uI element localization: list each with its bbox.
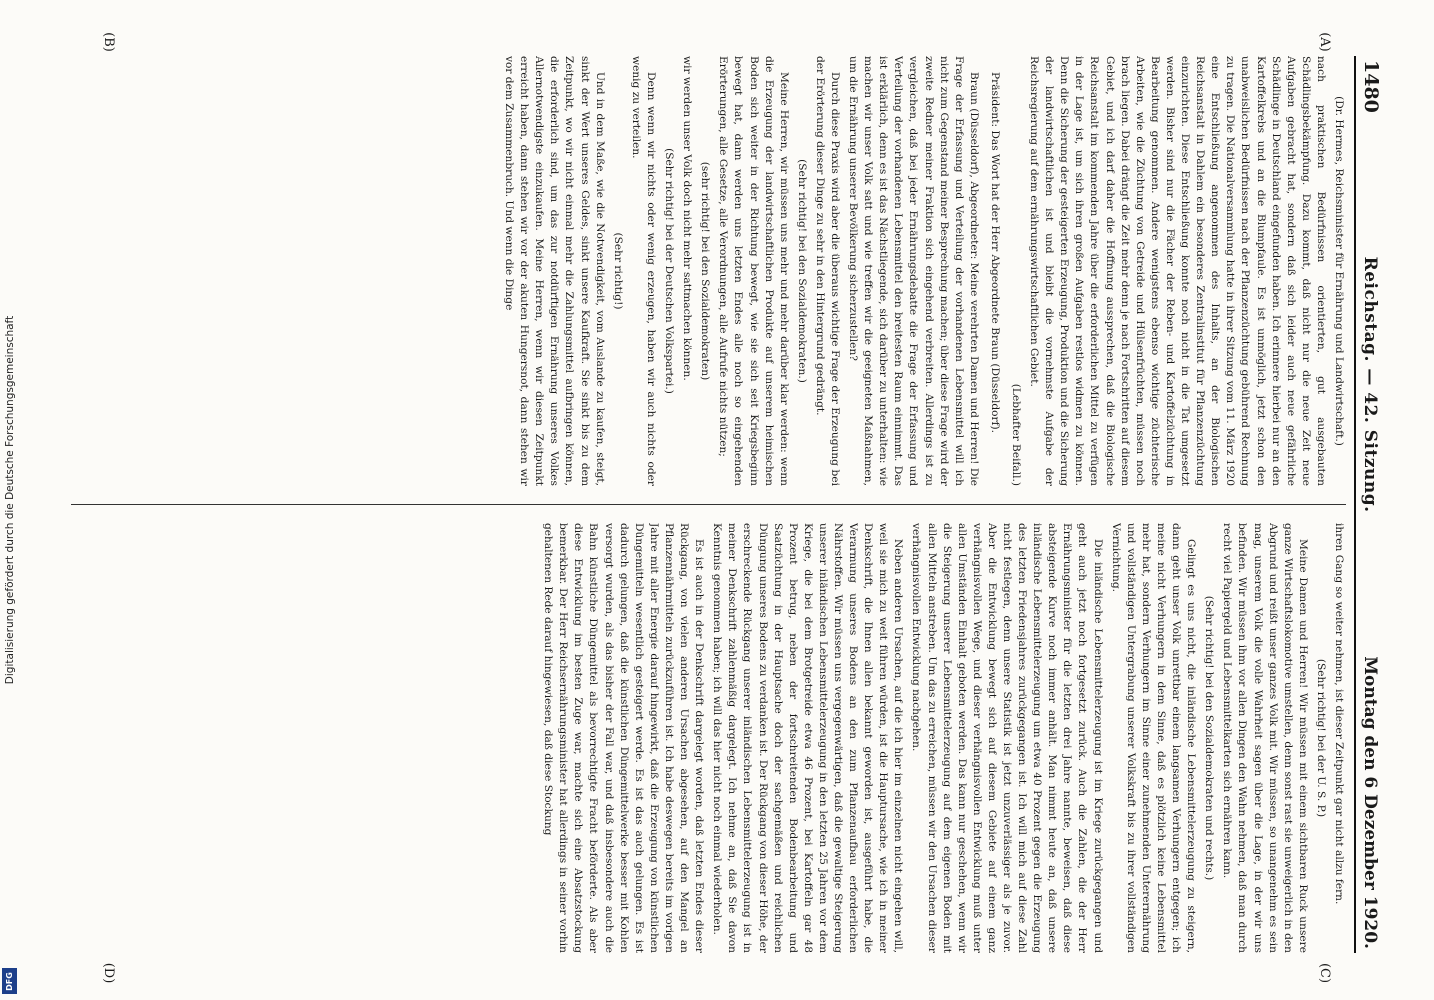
interjection: (sehr richtig! bei den Sozialdemokraten): [699, 161, 712, 381]
interjection: (Sehr richtig! bei der Deutschen Volkspartei.): [663, 148, 676, 394]
interjection: (Sehr richtig! bei den Sozialdemokraten.): [795, 159, 808, 383]
digitization-credit-strip: [0, 0, 20, 1000]
left-column: [71, 56, 1346, 486]
paragraph: Die inländische Lebensmittelerzeugung ist im Kriege zurückgegangen und geht auch jetzt noch fortgesetzt zurück. Auch die Zahlen, die der Herr Ernährungsminister für die letzten drei Jahre nannte, beweisen, daß diese absteigende Kurve noch immer anhält. Man nimmt heute an, daß unsere inländische Lebensmittelerzeugung um etwa 40 Prozent gegen die Erzeugung des letzten Friedensjahres zurückgegangen ist. Ich will mich auf diese Zahl nicht festlegen, denn unsere Statistik ist jetzt unzuverlässiger als je zuvor. Aber die Entwicklung bewegt sich auf diesem Gebiete auf einem ganz verhängnisvollen Wege, und dieser verhängnisvollen Entwicklung muß unter allen Umständen Einhalt geboten werden. Das kann nur geschehen, wenn wir die Steigerung unserer Lebensmittelerzeugung auf dem eigenen Boden mit allen Mitteln anstreben. Um das zu erreichen, müssen wir den Ursachen dieser verhängnisvollen Entwicklung nachgehen.: [910, 523, 1104, 953]
scanned-page: [62, 32, 1392, 984]
paragraph: Meine Herren, wir müssen uns mehr und mehr darüber klar werden: wenn die Erzeugung der landwirtschaftlichen Produkte auf unserem heimischen Boden sich weiter in der Richtung bewegt, wie sie sich seit Kriegsbeginn bewegt hat, dann werden uns letzten Endes alle noch so eingehenden Erörterungen, alle Gesetze, alle Verordnungen, alle Aufrufe nichts nützen;: [717, 56, 790, 486]
paragraph: Es ist auch in der Denkschrift dargelegt worden, daß letzten Endes dieser Rückgang, von vielen anderen Ursachen abgesehen, auf den Mangel an Pflanzennährmitteln zurückzuführen ist. Ich habe deswegen bereits im vorigen Jahre mit aller Energie darauf hingewirkt, daß die Erzeugung von künstlichen Düngemitteln wesentlich gesteigert werde. Es ist das auch gelungen. Es ist dadurch gelungen, daß die künstlichen Düngemittelwerke besser mit Kohlen versorgt wurden, als das bisher der Fall war, und daß insbesondere auch die Bahn künstliche Düngemittel als bevorrechtigte Fracht beförderte. Als aber diese Entwicklung im besten Zuge war, machte sich eine Absatzstockung bemerkbar. Der Herr Reichsernährungsminister hat allerdings in seiner vorhin gehaltenen Rede darauf hingewiesen, daß diese Stockung: [542, 523, 706, 953]
paragraph: nach praktischen Bedürfnissen orientierten, gut ausgebauten Schädlingsbekämpfung. Dazu kommt, daß nicht nur die neue Zeit neue Aufgaben gebracht hat, sondern daß sich leider auch neue gefährliche Schädlinge in Deutschland eingefunden haben. Ich erinnere hierbei nur an den Kartoffelkrebs und an die Blumpfaule. Es ist unmöglich, jetzt schon den unabweislichen Bedürfnissen nach der Pflanzenzüchtung gebührend Rechnung zu tragen. Die Nationalversammlung hatte in ihrer Sitzung vom 11. März 1920 eine Entschließung angenommen des Inhalts, an der Biologischen Reichsanstalt in Dahlem ein besonderes Zentralinstitut für Pflanzenzüchtung einzurichten. Diese Entschließung konnte noch nicht in die Tat umgesetzt werden. Bisher sind nur die Fächer der Reben- und Kartoffelzüchtung in Bearbeitung genommen. Andere wenigstens ebenso wichtige züchterische Arbeiten, wie die Züchtung von Getreide und Hülsenfrüchten, müssen noch brach liegen. Dabei drängt die Zeit mehr denn je nach Fortschritten auf diesem Gebiet, und ich darf daher die Hoffnung aussprechen, daß die Biologische Reichsanstalt im kommenden Jahre über die erforderlichen Mittel zu verfügen in der Lage ist, um sich ihren großen Aufgaben restlos widmen zu können. Denn die Sicherung der gesteigerten Erzeugung, Produktion und die Sicherung der landwirtschaftlichen ist und bleibt die vornehmste Aufgabe der Reichsregierung auf dem ernährungswirtschaftlichen Gebiet.: [1028, 56, 1327, 486]
interjection: (Sehr richtig! bei den Sozialdemokraten und rechts.): [1203, 595, 1216, 881]
paragraph: Durch diese Praxis wird aber die überaus wichtige Frage der Erzeugung bei der Erörterung dieser Dinge zu sehr in den Hintergrund gedrängt.: [813, 56, 841, 486]
right-column: [71, 523, 1346, 953]
dfg-logo-text: DFG: [5, 971, 15, 991]
paragraph: Gelingt es uns nicht, die inländische Lebensmittelerzeugung zu steigern, dann geht unser Volk unrettbar einem langsamen Verhungern entgegen; ich meine nicht Verhungern in dem Sinne, daß es plötzlich keine Lebensmittel mehr hat, sondern Verhungern im Sinne einer zunehmenden Unterernährung und vollständigen Untergrabung unserer Volkskraft bis zu ihrer vollständigen Vernichtung.: [1109, 523, 1198, 953]
page-number: 1480: [1360, 60, 1382, 113]
page-header-title: Reichstag. — 42. Sitzung.: [1360, 256, 1380, 513]
interjection: (Lebhafter Beifall.): [1010, 383, 1023, 486]
page-header-date: Montag den 6 Dezember 1920.: [1360, 656, 1380, 949]
paragraph: Denn wenn wir nichts oder wenig erzeugen, haben wir auch nichts oder wenig zu verteilen.: [629, 56, 657, 486]
dfg-logo: [2, 968, 17, 994]
column-divider: [71, 504, 1346, 505]
paragraph: Neben anderen Ursachen, auf die ich hier im einzelnen nicht eingehen will, weil sie mich zu weit führen würden, ist die Hauptursache, wie ich in meiner Denkschrift, die Ihnen allen bekannt geworden ist, ausgeführt habe, die Verarmung unseres Bodens an den zum Pflanzenaufbau erforderlichen Nährstoffen. Wir müssen uns vergegenwärtigen, daß die gewaltige Steigerung unserer inländischen Lebensmittelerzeugung in den letzten 25 Jahren vor dem Kriege, die bei dem Brotgetreide etwa 46 Prozent, bei Kartoffeln gar 48 Prozent betrug, neben der fortschreitenden Bodenbearbeitung und Saatzüchtung in der Hauptsache doch der sachgemäßen und reichlichen Düngung unseres Bodens zu verdanken ist. Der Rückgang von dieser Höhe, der erschreckende Rückgang unserer inländischen Lebensmittelerzeugung ist in meiner Denkschrift zahlenmäßig dargelegt. Ich nehme an, daß Sie davon Kenntnis genommen haben; ich will das hier nicht noch einmal wiederholen.: [711, 523, 905, 953]
page-header: [1354, 56, 1388, 953]
paragraph-president: Präsident: Das Wort hat der Herr Abgeordnete Braun (Düsseldorf).: [988, 72, 1001, 433]
paragraph: wir werden unser Volk doch nicht mehr sattmachen können.: [681, 56, 694, 381]
margin-marker-c: (C): [1317, 962, 1332, 984]
paragraph-speaker-braun: Braun (Düsseldorf), Abgeordneter: Meine verehrten Damen und Herren! Die Frage der Erfassung und Verteilung der vorhandenen Lebensmittel will ich nicht zum Gegenstand meiner Besprechung machen; über diese Frage wird der zweite Redner meiner Fraktion sich eingehend verbreiten. Allerdings ist zu vergleichen, daß bei jeder Ernährungsdebatte die Frage der Erfassung und Verteilung der vorhandenen Lebensmittel den breitesten Raum einnimmt. Das ist erklärlich, denn es ist das Nächstliegende, sich darüber zu unterhalten: wie machen wir unser Volk satt und wie treffen wir die geeigneten Maßnahmen, um die Ernährung unserer Bevölkerung sicherzustellen?: [847, 56, 980, 486]
speaker-continuation-note: (Dr. Hermes, Reichsminister für Ernährung und Landwirtschaft.): [1333, 96, 1345, 446]
paragraph: ihren Gang so weiter nehmen, ist dieser Zeitpunkt gar nicht allzu fern.: [1333, 523, 1345, 905]
margin-marker-d: (D): [101, 962, 116, 984]
interjection: (Sehr richtig! bei der U. S. P.): [1314, 658, 1327, 818]
margin-marker-a: (A): [1317, 32, 1332, 52]
interjection: (Sehr richtig!): [611, 232, 624, 310]
paragraph: Meine Damen und Herren! Wir müssen mit einem sichtbaren Ruck unsere ganze Wirtschaftslokomotive umstellen, denn sonst rast sie unweigerlich in den Abgrund und reißt unser ganzes Volk mit. Wir müssen, so unangenehm es sein mag, unserem Volk die volle Wahrheit sagen über die Lage, in der wir uns befinden. Wir müssen ihm vor allen Dingen den Wahn nehmen, daß man durch recht viel Papiergeld und Lebensmittelkarten sich ernähren kann.: [1221, 523, 1309, 953]
digitization-credit: Digitalisierung gefördert durch die Deutsche Forschungsgemeinschaft: [4, 315, 17, 685]
paragraph: Und in dem Maße, wie die Notwendigkeit, vom Auslande zu kaufen, steigt, sinkt der Wert unseres Geldes, sinkt unsere Kaufkraft. Sie sinkt bis zu dem Zeitpunkt, wo wir nicht einmal mehr die Zahlungsmittel aufbringen können, die erforderlich sind, um das zur notdürftigen Ernährung unseres Volkes Allernotwendigste einzukaufen. Meine Herren, wenn wir diesen Zeitpunkt erreicht haben, dann stehen wir vor der akuten Hungersnot, dann stehen wir vor dem Zusammenbruch. Und wenn die Dinge: [503, 56, 606, 486]
page-frame: [62, 32, 1392, 984]
text-columns: [71, 32, 1346, 984]
margin-marker-b: (B): [101, 32, 116, 52]
